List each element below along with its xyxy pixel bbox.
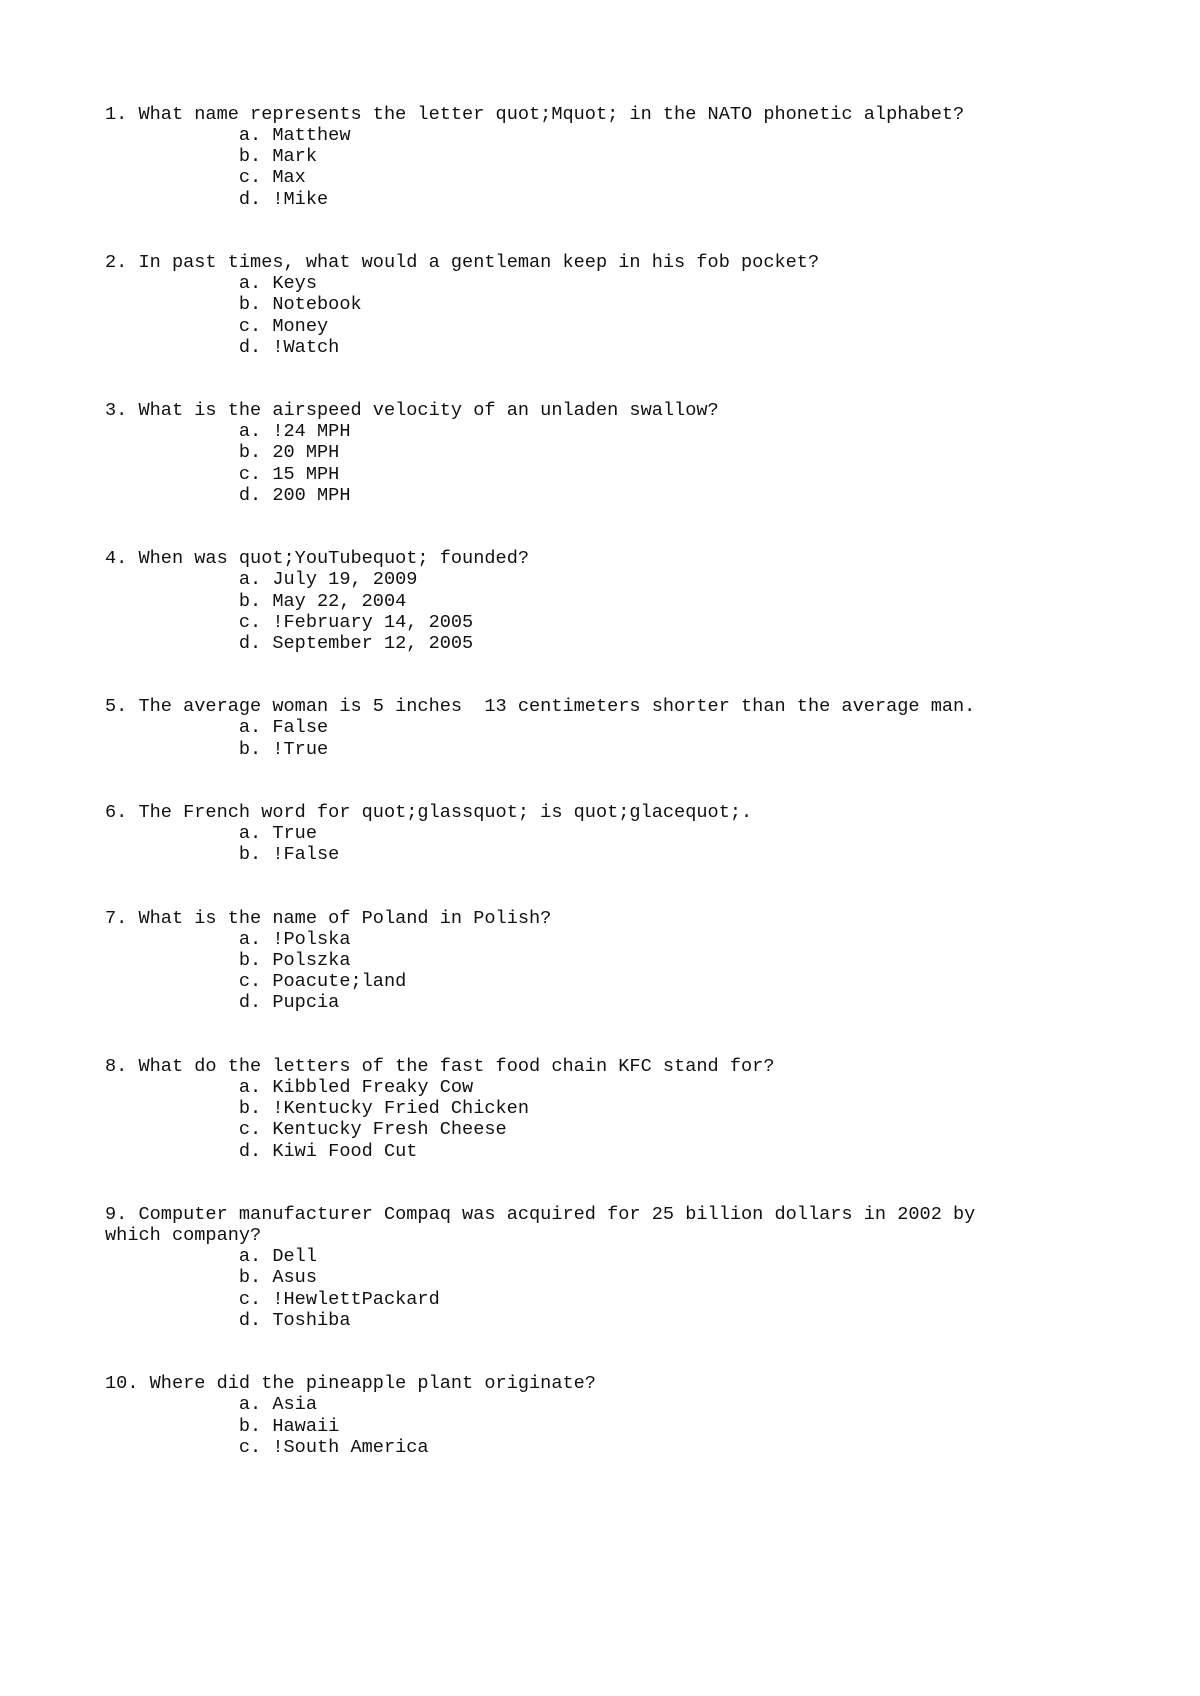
question-text: 7. What is the name of Poland in Polish? <box>105 907 552 929</box>
answer-option: b. Hawaii <box>238 1415 340 1437</box>
question-block <box>105 400 986 506</box>
question-block <box>105 696 986 759</box>
question-block <box>105 252 986 358</box>
answer-option: d. 200 MPH <box>238 484 351 506</box>
question-text: 6. The French word for quot;glassquot; is quot;glacequot;. <box>105 802 753 824</box>
question-block <box>105 802 986 865</box>
answer-option: d. Toshiba <box>238 1309 351 1331</box>
answer-option: d. !Mike <box>238 188 329 210</box>
question-text: 4. When was quot;YouTubequot; founded? <box>105 548 530 570</box>
answer-option: c. Money <box>238 315 329 337</box>
question-text: 9. Computer manufacturer Compaq was acquired for 25 billion dollars in 2002 by which company? <box>105 1204 987 1247</box>
answer-option: b. !False <box>238 844 340 866</box>
question-text: 10. Where did the pineapple plant originate? <box>105 1373 596 1395</box>
answer-option: a. !Polska <box>238 929 351 950</box>
question-block <box>105 1204 986 1331</box>
question-block <box>105 908 986 1014</box>
answer-option: b. Asus <box>238 1267 317 1289</box>
question-text: 3. What is the airspeed velocity of an unladen swallow? <box>105 400 719 422</box>
question-block <box>105 1056 986 1162</box>
answer-option: c. !HewlettPackard <box>238 1288 440 1310</box>
answer-option: c. Max <box>238 167 306 189</box>
question-text: 2. In past times, what would a gentleman keep in his fob pocket? <box>105 252 820 274</box>
answer-option: b. !True <box>238 738 329 760</box>
answer-option: c. !South America <box>238 1436 429 1458</box>
answer-option: d. !Watch <box>238 336 340 358</box>
answer-option: c. Kentucky Fresh Cheese <box>238 1119 507 1141</box>
answer-option: a. Dell <box>238 1246 317 1268</box>
answer-option: a. !24 MPH <box>238 421 351 443</box>
answer-option: c. 15 MPH <box>238 463 340 485</box>
question-block <box>105 1373 986 1458</box>
answer-option: a. July 19, 2009 <box>238 569 418 591</box>
answer-option: b. Polszka <box>238 950 351 972</box>
answer-option: a. Asia <box>238 1394 317 1416</box>
answer-option: b. Mark <box>238 146 317 168</box>
answer-option: c. !February 14, 2005 <box>238 611 474 633</box>
answer-option: a. False <box>238 717 329 739</box>
quiz-document <box>105 104 986 1500</box>
question-text: 5. The average woman is 5 inches 13 centimeters shorter than the average man. <box>105 696 976 718</box>
answer-option: d. Kiwi Food Cut <box>238 1140 418 1162</box>
answer-option: b. Notebook <box>238 294 362 316</box>
question-block <box>105 104 986 210</box>
question-text: 1. What name represents the letter quot;Mquot; in the NATO phonetic alphabet? <box>105 104 965 125</box>
question-text: 8. What do the letters of the fast food chain KFC stand for? <box>105 1055 775 1077</box>
answer-option: b. 20 MPH <box>238 442 340 464</box>
answer-option: d. September 12, 2005 <box>238 632 474 654</box>
answer-option: a. Keys <box>238 273 317 295</box>
answer-option: a. Matthew <box>238 125 351 147</box>
answer-option: b. May 22, 2004 <box>238 590 407 612</box>
question-block <box>105 548 986 654</box>
answer-option: a. True <box>238 823 317 845</box>
answer-option: d. Pupcia <box>238 992 340 1014</box>
answer-option: a. Kibbled Freaky Cow <box>238 1077 474 1099</box>
answer-option: b. !Kentucky Fried Chicken <box>238 1098 530 1120</box>
answer-option: c. Poacute;land <box>238 971 407 993</box>
